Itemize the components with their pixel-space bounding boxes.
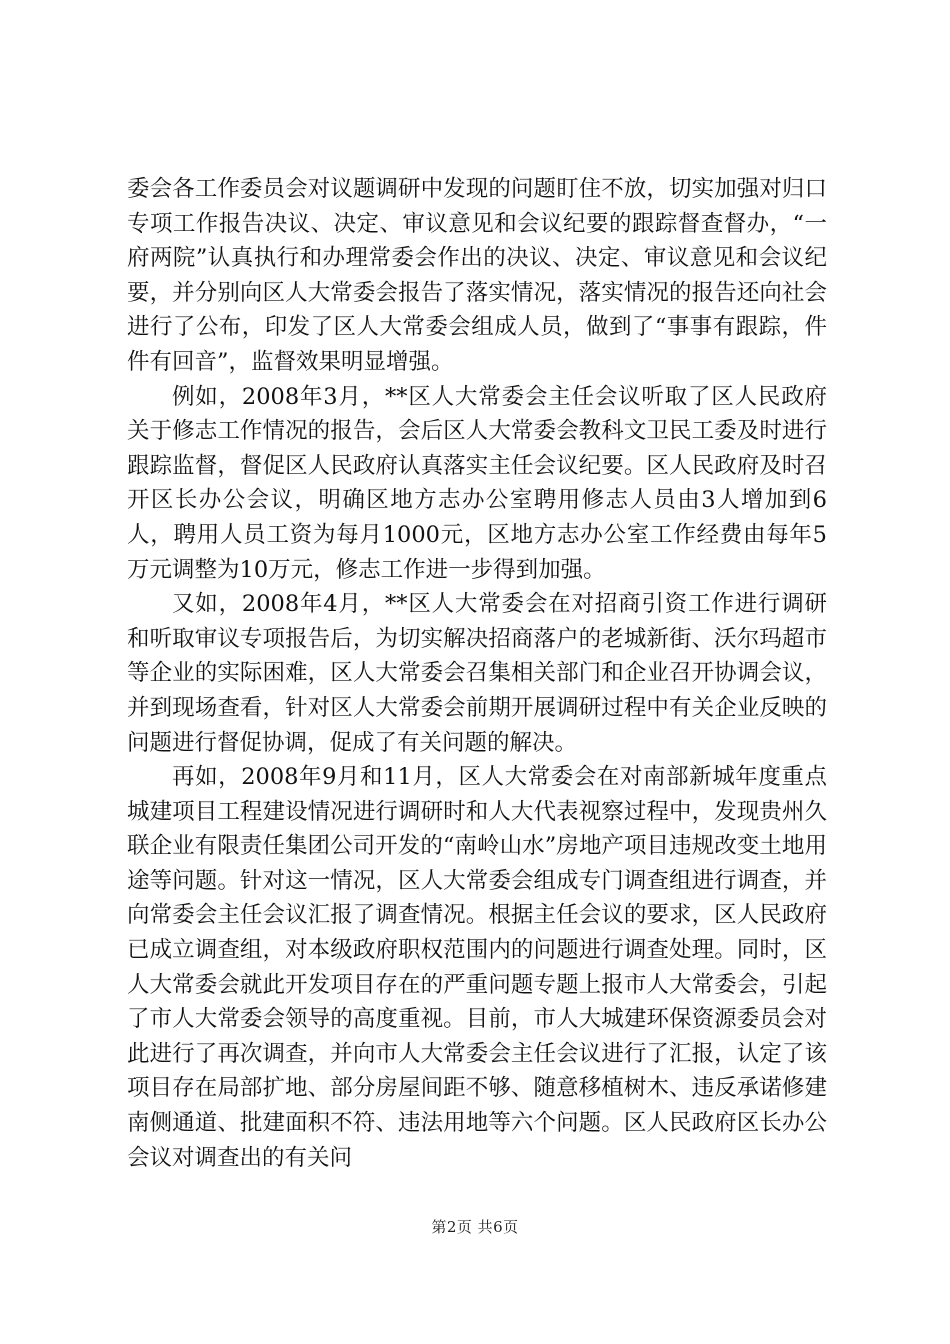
document-body (127, 172, 827, 1175)
paragraph-4: 再如，2008年9月和11月，区人大常委会在对南部新城年度重点城建项目工程建设情况进行调研时和人大代表视察过程中，发现贵州久联企业有限责任集团公司开发的“南岭山水”房地产项目违规改变土地用途等问题。针对这一情况，区人大常委会组成专门调查组进行调查，并向常委会主任会议汇报了调查情况。根据主任会议的要求，区人民政府已成立调查组，对本级政府职权范围内的问题进行调查处理。同时，区人大常委会就此开发项目存在的严重问题专题上报市人大常委会，引起了市人大常委会领导的高度重视。目前，市人大城建环保资源委员会对此进行了再次调查，并向市人大常委会主任会议进行了汇报，认定了该项目存在局部扩地、部分房屋间距不够、随意移植树木、违反承诺修建南侧通道、批建面积不符、违法用地等六个问题。区人民政府区长办公会议对调查出的有关问 (127, 764, 827, 1171)
paragraph-2: 例如，2008年3月，**区人大常委会主任会议听取了区人民政府关于修志工作情况的报告，会后区人大常委会教科文卫民工委及时进行跟踪监督，督促区人民政府认真落实主任会议纪要。区人民政府及时召开区长办公会议，明确区地方志办公室聘用修志人员由3人增加到6人，聘用人员工资为每月1000元，区地方志办公室工作经费由每年5万元调整为10万元，修志工作进一步得到加强。 (127, 383, 827, 583)
page-footer: 第2页 共6页 (431, 1218, 519, 1236)
paragraph-1: 委会各工作委员会对议题调研中发现的问题盯住不放，切实加强对归口专项工作报告决议、决定、审议意见和会议纪要的跟踪督查督办，“一府两院”认真执行和办理常委会作出的决议、决定、审议意见和会议纪要，并分别向区人大常委会报告了落实情况，落实情况的报告还向社会进行了公布，印发了区人大常委会组成人员，做到了“事事有跟踪，件件有回音”，监督效果明显增强。 (127, 176, 827, 375)
paragraph-3: 又如，2008年4月，**区人大常委会在对招商引资工作进行调研和听取审议专项报告后，为切实解决招商落户的老城新街、沃尔玛超市等企业的实际困难，区人大常委会召集相关部门和企业召开协调会议，并到现场查看，针对区人大常委会前期开展调研过程中有关企业反映的问题进行督促协调，促成了有关问题的解决。 (127, 591, 827, 756)
